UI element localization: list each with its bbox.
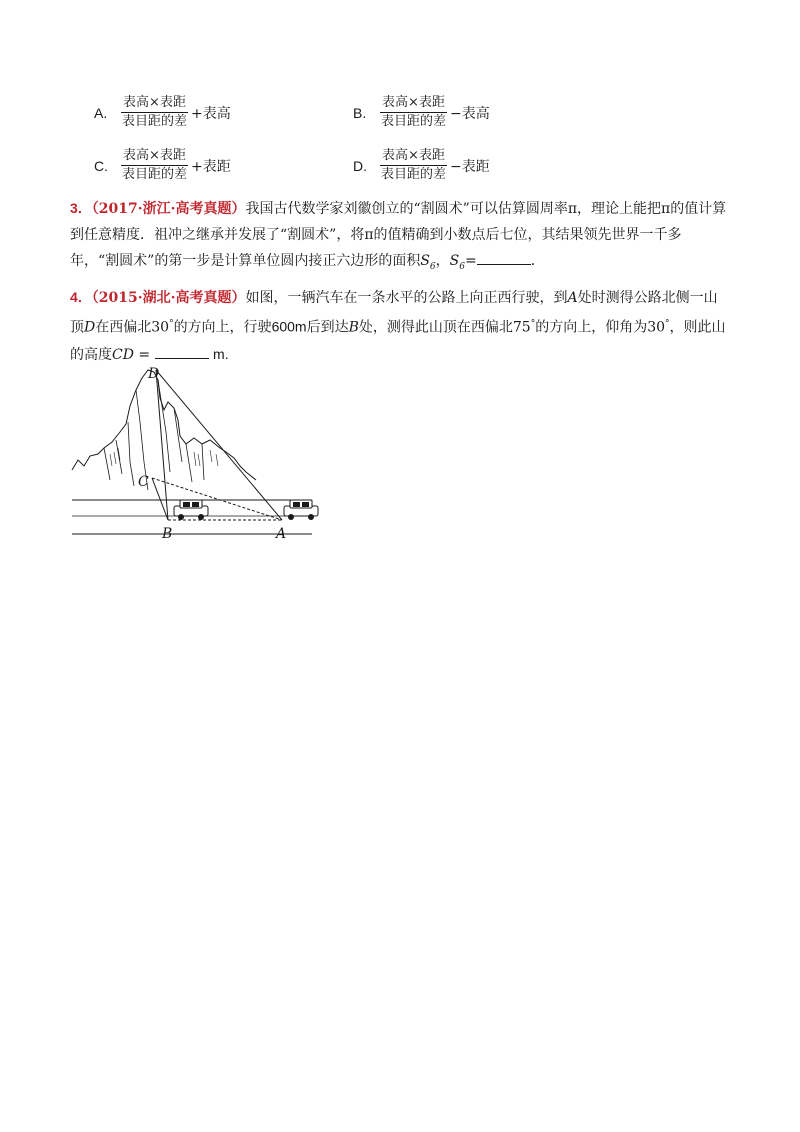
question-source: （2017·浙江·高考真题）	[91, 201, 246, 217]
degree: °	[169, 319, 174, 329]
period: ．	[530, 253, 545, 269]
line-ca	[152, 478, 282, 520]
mountain-hatch	[110, 448, 218, 466]
question-number: 4．	[70, 289, 92, 305]
option-letter: A.	[94, 104, 108, 121]
option-tail: −表距	[450, 158, 490, 175]
question-source: （2015·湖北·高考真题）	[91, 290, 246, 306]
degree: °	[665, 319, 670, 329]
option-fraction	[120, 148, 189, 183]
line-da	[156, 370, 282, 520]
fraction-numerator: 表高×表距	[121, 148, 188, 166]
question-4	[70, 284, 730, 368]
angle-30: 30	[647, 319, 666, 336]
fraction-denominator: 表目距的差	[381, 114, 447, 129]
math-sub: 6	[429, 261, 436, 272]
option-letter: C.	[94, 157, 108, 174]
mountain-road-figure	[70, 362, 320, 542]
math-d: D	[84, 319, 96, 336]
mountain-ridge	[104, 380, 204, 490]
question-text: 如图，一辆汽车在一条水平的公路上向正西行驶，到	[245, 290, 568, 306]
fraction-numerator: 表高×表距	[121, 95, 188, 113]
option-letter: D.	[353, 157, 367, 174]
unit: m.	[213, 345, 229, 362]
label-a: A	[276, 526, 287, 542]
label-d: D	[148, 366, 160, 382]
fraction-numerator: 表高×表距	[380, 95, 447, 113]
label-c: C	[138, 474, 149, 490]
option-b[interactable]	[353, 95, 490, 130]
label-b: B	[162, 526, 173, 542]
option-fraction	[379, 95, 448, 130]
question-text: 处，测得此山顶在西偏北	[358, 319, 513, 336]
question-text: 处时测得公路北侧一山顶	[70, 290, 718, 336]
mountain-outline	[72, 370, 256, 480]
fraction-numerator: 表高×表距	[380, 148, 447, 166]
answer-blank[interactable]	[477, 250, 531, 265]
angle-30: 30	[151, 319, 170, 336]
car-icon-b	[174, 500, 208, 520]
question-text: 在西偏北	[95, 319, 152, 336]
fraction-denominator: 表目距的差	[122, 167, 188, 182]
question-text: 后到达	[306, 319, 349, 336]
option-tail: +表高	[191, 105, 231, 122]
equals: =	[133, 346, 155, 363]
line-db	[156, 370, 168, 520]
math-sub: 6	[459, 261, 465, 272]
math-cd: CD	[112, 346, 134, 363]
car-icon-a	[284, 500, 318, 520]
math-s: S	[449, 253, 460, 269]
math-a: A	[567, 290, 578, 306]
option-letter: B.	[353, 104, 367, 121]
angle-75: 75	[512, 319, 531, 336]
answer-blank[interactable]	[155, 344, 209, 359]
fraction-denominator: 表目距的差	[122, 114, 188, 129]
math-s: S	[420, 253, 430, 269]
option-fraction	[379, 148, 448, 183]
option-d[interactable]	[353, 148, 490, 183]
option-c[interactable]	[94, 148, 231, 183]
question-text: ，则此山的高度	[70, 319, 726, 363]
option-a[interactable]	[94, 95, 231, 130]
question-number: 3．	[70, 200, 92, 216]
question-text: 我国古代数学家刘徽创立的“割圆术”可以估算圆周率π，理论上能把π的值计算到任意精度．祖冲之继承并发展了“割圆术”，将π的值精确到小数点后七位，其结果领先世界一千多年，“割圆术”的第一步是计算单位圆内接正六边形的面积	[70, 201, 727, 269]
degree: °	[530, 319, 536, 329]
question-text: 的方向上，行驶	[173, 319, 272, 336]
option-tail: +表距	[191, 158, 231, 175]
question-text: 的方向上，仰角为	[535, 319, 648, 336]
math-b: B	[348, 319, 359, 336]
separator: ，	[435, 253, 450, 269]
fraction-denominator: 表目距的差	[381, 167, 447, 182]
question-3	[70, 195, 730, 280]
equals: =	[464, 253, 477, 269]
option-tail: −表高	[450, 105, 490, 122]
distance: 600m	[271, 318, 307, 335]
option-fraction	[120, 95, 189, 130]
